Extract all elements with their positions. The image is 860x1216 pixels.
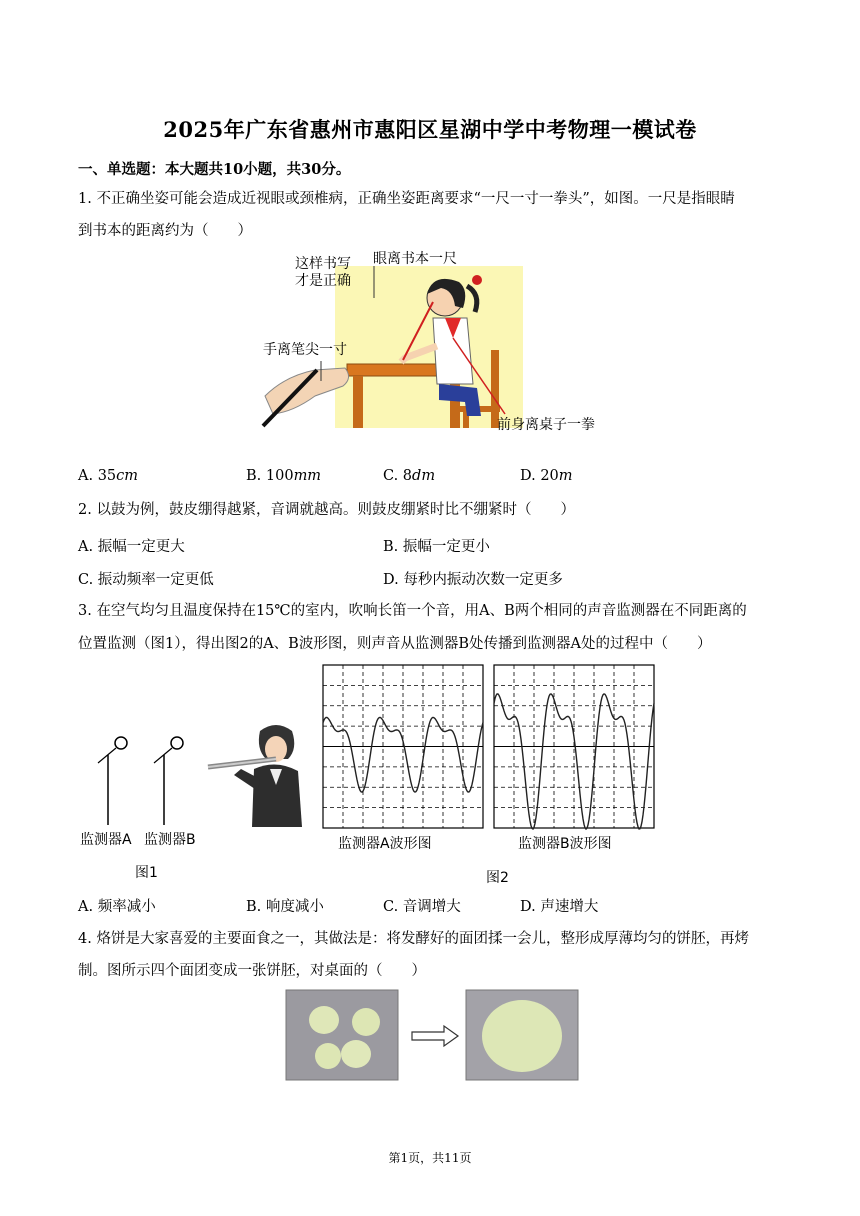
dough-ball: [315, 1043, 341, 1069]
q2-option-b: B. 振幅一定更小: [383, 539, 490, 555]
q4-dough-figure: [284, 988, 580, 1082]
q2-option-d: D. 每秒内振动次数一定更多: [383, 572, 563, 588]
q3-option-c: C. 音调增大: [383, 899, 461, 915]
flute-player-drawing: [208, 725, 302, 827]
page-footer: 第1页，共11页: [388, 1151, 472, 1165]
monitor-b-head: [171, 737, 183, 749]
q3-figure-2: [318, 660, 658, 890]
q3-option-a: A. 频率减小: [78, 899, 156, 915]
q3-stem-line1: 3. 在空气均匀且温度保持在15℃的室内，吹响长笛一个音，用A、B两个相同的声音监测器在不同距离的: [78, 603, 747, 619]
q2-stem: 2. 以鼓为例，鼓皮绷得越紧，音调就越高。则鼓皮绷紧时比不绷紧时（ ）: [78, 502, 575, 518]
q1-option-c: C. 8dm: [383, 468, 436, 484]
dough-balls-photo: [286, 990, 398, 1080]
q1-option-b: B. 100mm: [246, 468, 322, 484]
label-correct-2: 才是正确: [295, 273, 351, 289]
dough-ball: [352, 1008, 380, 1036]
label-waveform-a: 监测器A波形图: [338, 836, 432, 852]
label-fig2: 图2: [486, 870, 509, 886]
q3-option-b: B. 响度减小: [246, 899, 324, 915]
label-monitor-b: 监测器B: [144, 832, 196, 848]
q4-stem-line2: 制。图所示四个面团变成一张饼胚，对桌面的（ ）: [78, 963, 426, 979]
dough-ball: [341, 1040, 371, 1068]
label-body: 前身离桌子一拳: [497, 417, 595, 433]
page-title: 2025年广东省惠州市惠阳区星湖中学中考物理一模试卷: [163, 117, 697, 142]
q3-option-d: D. 声速增大: [520, 899, 599, 915]
section-heading: 一、单选题：本大题共10小题，共30分。: [78, 161, 351, 178]
q1-option-a: A. 35cm: [78, 468, 139, 484]
q1-posture-figure: [255, 246, 605, 436]
q4-stem-line1: 4. 烙饼是大家喜爱的主要面食之一，其做法是：将发酵好的面团揉一会儿，整形成厚薄均匀的饼胚，再烤: [78, 931, 749, 947]
label-eye: 眼离书本一尺: [373, 251, 457, 267]
label-waveform-b: 监测器B波形图: [518, 836, 612, 852]
q1-option-d: D. 20m: [520, 468, 573, 484]
q2-option-c: C. 振动频率一定更低: [78, 572, 214, 588]
desk-leg: [353, 376, 363, 428]
q1-stem-line1: 1. 不正确坐姿可能会造成近视眼或颈椎病，正确坐姿距离要求“一尺一寸一拳头”，如图。一尺是指眼睛: [78, 191, 735, 207]
q2-option-a: A. 振幅一定更大: [78, 539, 185, 555]
label-monitor-a: 监测器A: [80, 832, 132, 848]
label-hand: 手离笔尖一寸: [263, 342, 347, 358]
label-correct-1: 这样书写: [295, 256, 351, 272]
q1-stem-line2: 到书本的距离约为（ ）: [78, 223, 252, 239]
label-fig1: 图1: [135, 865, 158, 881]
monitor-a-head: [115, 737, 127, 749]
q3-figure-1: [76, 715, 306, 885]
arrow-right-icon: [412, 1026, 458, 1046]
flat-dough: [482, 1000, 562, 1072]
dough-ball: [309, 1006, 339, 1034]
q3-stem-line2: 位置监测（图1），得出图2的A、B波形图，则声音从监测器B处传播到监测器A处的过程中（ ）: [78, 636, 712, 652]
